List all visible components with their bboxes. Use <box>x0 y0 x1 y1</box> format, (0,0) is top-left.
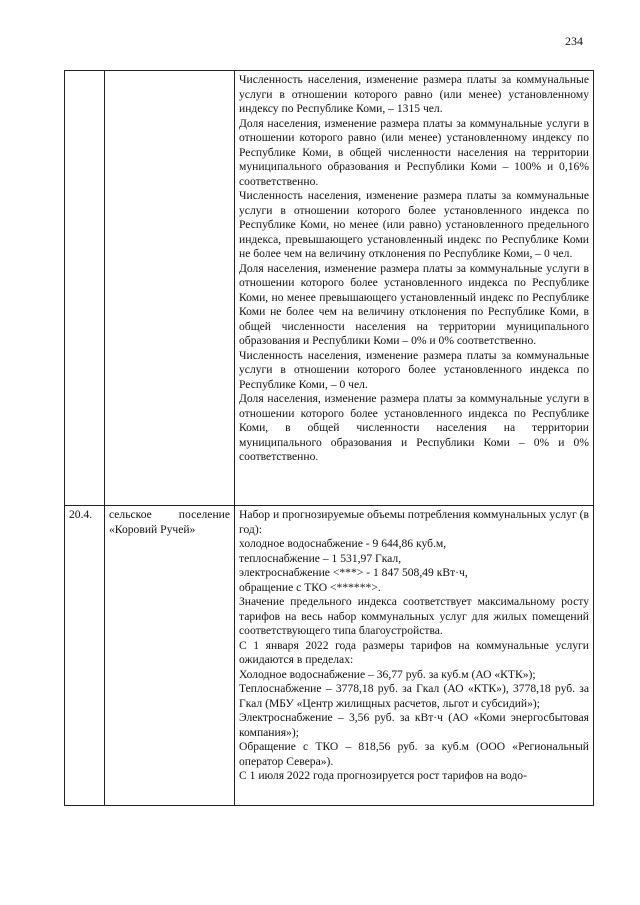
paragraph: С 1 января 2022 года размеры тарифов на коммунальные услуги ожидаются в пределах: <box>239 638 589 666</box>
paragraph: Набор и прогнозируемые объемы потребления коммунальных услуг (в год): <box>239 508 589 536</box>
municipality-cell <box>105 71 235 506</box>
paragraph: Численность населения, изменение размера платы за коммунальные услуги в отношении которого более установленного индекса по Республике Коми, но менее (или равно) установленного предельного индекса, превышающего установленный индекс по Республике Коми не более чем на величину отклонения по Республике Коми, – 0 чел. <box>239 189 589 260</box>
table-row <box>65 506 594 806</box>
description-cell <box>235 506 594 806</box>
paragraph: Электроснабжение – 3,56 руб. за кВт·ч (АО «Коми энергосбытовая компания»); <box>239 711 589 739</box>
document-table <box>64 70 594 806</box>
paragraph: Численность населения, изменение размера платы за коммунальные услуги в отношении которого равно (или менее) установленному индексу по Республике Коми, – 1315 чел. <box>239 73 589 115</box>
paragraph: Обращение с ТКО – 818,56 руб. за куб.м (ООО «Региональный оператор Севера»). <box>239 740 589 768</box>
paragraph: Доля населения, изменение размера платы за коммунальные услуги в отношении которого более установленного индекса по Республике Коми, в общей численности населения на территории муниципального образования и Республики Коми – 0% и 0% соответственно. <box>239 392 589 463</box>
paragraph: обращение с ТКО <******>. <box>239 580 381 594</box>
paragraph: Доля населения, изменение размера платы за коммунальные услуги в отношении которого равно (или менее) установленному индексу по Республике Коми, в общей численности населения на территории муниципального образования и Республики Коми – 100% и 0,16% соответственно. <box>239 116 589 188</box>
municipality-cell: сельское поселение «Коровий Ручей» <box>105 506 235 806</box>
row-number-cell: 20.4. <box>65 506 105 806</box>
paragraph: Доля населения, изменение размера платы за коммунальные услуги в отношении которого более установленного индекса по Республике Коми, но менее превышающего установленный индекс по Республике Коми не более чем на величину отклонения по Республике Коми, в общей численности населения на территории муниципального образования и Республики Коми – 0% и 0% соответственно. <box>239 261 589 347</box>
paragraph: Значение предельного индекса соответствует максимальному росту тарифов на весь набор коммунальных услуг для жилых помещений соответствующего типа благоустройства. <box>239 595 589 637</box>
description-cell <box>235 71 594 506</box>
page-number: 234 <box>565 34 583 48</box>
paragraph: Теплоснабжение – 3778,18 руб. за Гкал (АО «КТК»), 3778,18 руб. за Гкал (МБУ «Центр жилищных расчетов, льгот и субсидий»); <box>239 682 589 710</box>
paragraph: холодное водоснабжение - 9 644,86 куб.м, <box>239 537 447 550</box>
row-number-cell <box>65 71 105 506</box>
paragraph: Численность населения, изменение размера платы за коммунальные услуги в отношении которого более установленного индекса по Республике Коми, – 0 чел. <box>239 348 589 391</box>
paragraph: теплоснабжение – 1 531,97 Гкал, <box>239 551 402 565</box>
table-row <box>65 71 594 506</box>
paragraph: Холодное водоснабжение – 36,77 руб. за куб.м (АО «КТК»); <box>239 667 536 681</box>
paragraph: С 1 июля 2022 года прогнозируется рост тарифов на водо- <box>239 769 527 782</box>
paragraph: электроснабжение <***> - 1 847 508,49 кВт·ч, <box>239 566 468 579</box>
